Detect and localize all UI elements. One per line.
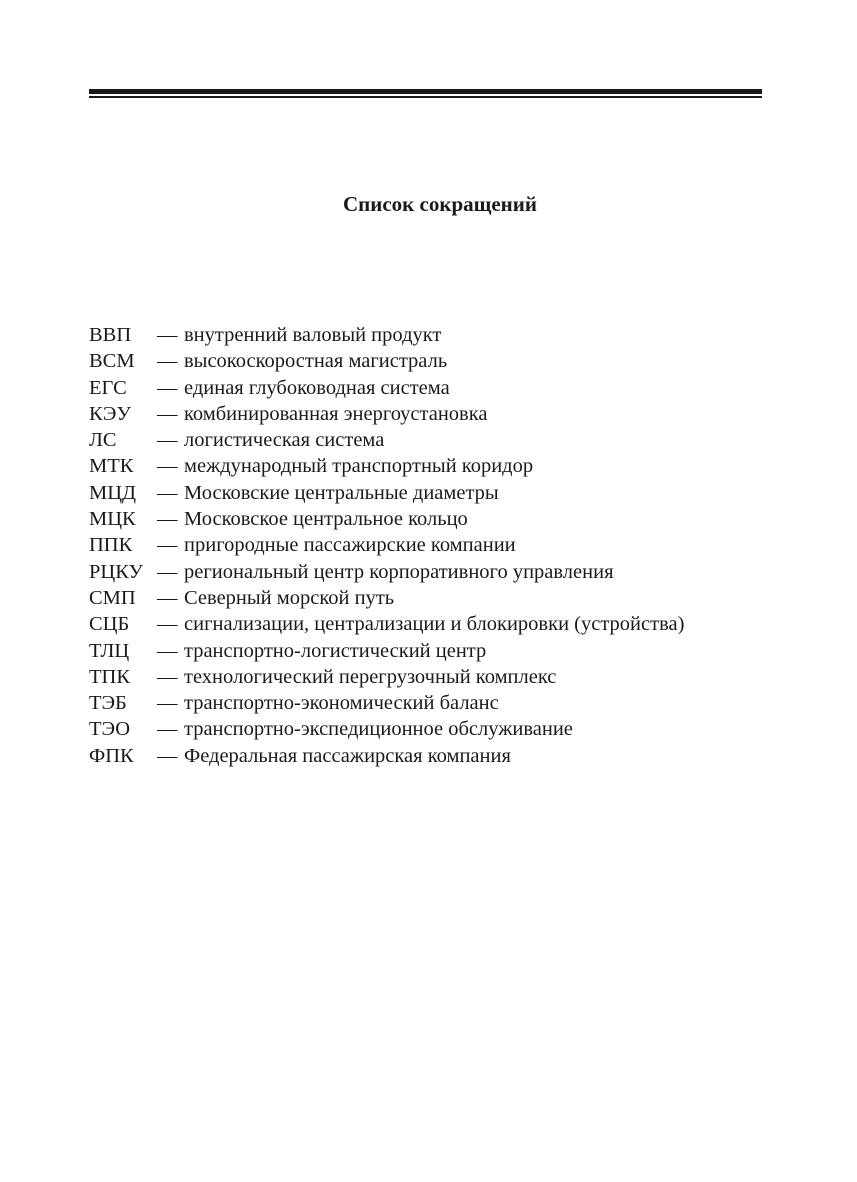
header-rule-thin bbox=[89, 96, 762, 98]
abbreviation-term: СЦБ bbox=[89, 613, 130, 636]
abbreviation-definition: сигнализации, централизации и блокировки (устройства) bbox=[184, 613, 685, 636]
abbreviation-dash: — bbox=[157, 534, 178, 557]
abbreviation-row bbox=[89, 401, 809, 427]
abbreviation-dash: — bbox=[157, 692, 178, 715]
abbreviation-dash: — bbox=[157, 376, 178, 399]
abbreviation-term: ТПК bbox=[89, 665, 130, 688]
abbreviation-term: РЦКУ bbox=[89, 560, 143, 583]
abbreviation-dash: — bbox=[157, 560, 178, 583]
abbreviation-definition: Северный морской путь bbox=[184, 586, 395, 609]
abbreviation-dash: — bbox=[157, 586, 178, 609]
abbreviation-term: ППК bbox=[89, 534, 133, 557]
abbreviation-term: КЭУ bbox=[89, 402, 131, 425]
abbreviation-dash: — bbox=[157, 508, 178, 531]
abbreviation-row bbox=[89, 585, 809, 611]
abbreviation-definition: комбинированная энергоустановка bbox=[184, 402, 488, 425]
abbreviation-definition: транспортно-экспедиционное обслуживание bbox=[184, 718, 573, 741]
abbreviation-term: ТЭБ bbox=[89, 692, 127, 715]
abbreviation-dash: — bbox=[157, 639, 178, 662]
abbreviation-term: СМП bbox=[89, 586, 136, 609]
abbreviation-term: ТЛЦ bbox=[89, 639, 130, 662]
abbreviation-definition: высокоскоростная магистраль bbox=[184, 350, 448, 373]
abbreviation-dash: — bbox=[157, 613, 178, 636]
abbreviation-dash: — bbox=[157, 402, 178, 425]
page-title: Список сокращений bbox=[343, 192, 537, 216]
abbreviation-row bbox=[89, 559, 809, 585]
abbreviation-row bbox=[89, 453, 809, 479]
abbreviation-definition: единая глубоководная система bbox=[184, 376, 450, 399]
abbreviation-dash: — bbox=[157, 665, 178, 688]
abbreviation-term: МТК bbox=[89, 455, 134, 478]
abbreviation-row bbox=[89, 322, 809, 348]
abbreviation-list bbox=[89, 322, 809, 769]
abbreviation-row bbox=[89, 480, 809, 506]
abbreviation-term: ВСМ bbox=[89, 350, 135, 373]
abbreviation-definition: пригородные пассажирские компании bbox=[184, 534, 516, 557]
abbreviation-row bbox=[89, 506, 809, 532]
abbreviation-definition: международный транспортный коридор bbox=[184, 455, 534, 478]
abbreviation-dash: — bbox=[157, 718, 178, 741]
abbreviation-dash: — bbox=[157, 350, 178, 373]
abbreviation-dash: — bbox=[157, 481, 178, 504]
abbreviation-row bbox=[89, 716, 809, 742]
abbreviation-term: ТЭО bbox=[89, 718, 131, 741]
abbreviation-row bbox=[89, 611, 809, 637]
abbreviation-row bbox=[89, 348, 809, 374]
abbreviation-dash: — bbox=[157, 324, 178, 346]
abbreviation-term: ЕГС bbox=[89, 376, 127, 399]
abbreviation-term: ФПК bbox=[89, 744, 134, 767]
abbreviation-definition: логистическая система bbox=[184, 429, 385, 452]
abbreviation-row bbox=[89, 664, 809, 690]
abbreviation-term: МЦК bbox=[89, 508, 136, 531]
abbreviation-definition: технологический перегрузочный комплекс bbox=[184, 665, 557, 688]
abbreviation-term: ВВП bbox=[89, 324, 132, 346]
abbreviation-definition: Федеральная пассажирская компания bbox=[184, 744, 511, 767]
abbreviation-dash: — bbox=[157, 455, 178, 478]
abbreviation-row bbox=[89, 532, 809, 558]
abbreviation-dash: — bbox=[157, 429, 178, 452]
abbreviation-row bbox=[89, 690, 809, 716]
abbreviation-dash: — bbox=[157, 744, 178, 767]
abbreviation-definition: Московские центральные диаметры bbox=[184, 481, 499, 504]
abbreviation-term: МЦД bbox=[89, 481, 137, 504]
abbreviation-row bbox=[89, 743, 809, 769]
header-rule-thick bbox=[89, 89, 762, 94]
abbreviation-row bbox=[89, 638, 809, 664]
abbreviation-definition: транспортно-логистический центр bbox=[184, 639, 487, 662]
abbreviation-term: ЛС bbox=[89, 429, 117, 452]
abbreviation-definition: Московское центральное кольцо bbox=[184, 508, 468, 531]
abbreviation-definition: региональный центр корпоративного управления bbox=[184, 560, 614, 583]
abbreviation-row bbox=[89, 375, 809, 401]
abbreviation-definition: транспортно-экономический баланс bbox=[184, 692, 499, 715]
abbreviation-definition: внутренний валовый продукт bbox=[184, 324, 442, 346]
abbreviation-row bbox=[89, 427, 809, 453]
